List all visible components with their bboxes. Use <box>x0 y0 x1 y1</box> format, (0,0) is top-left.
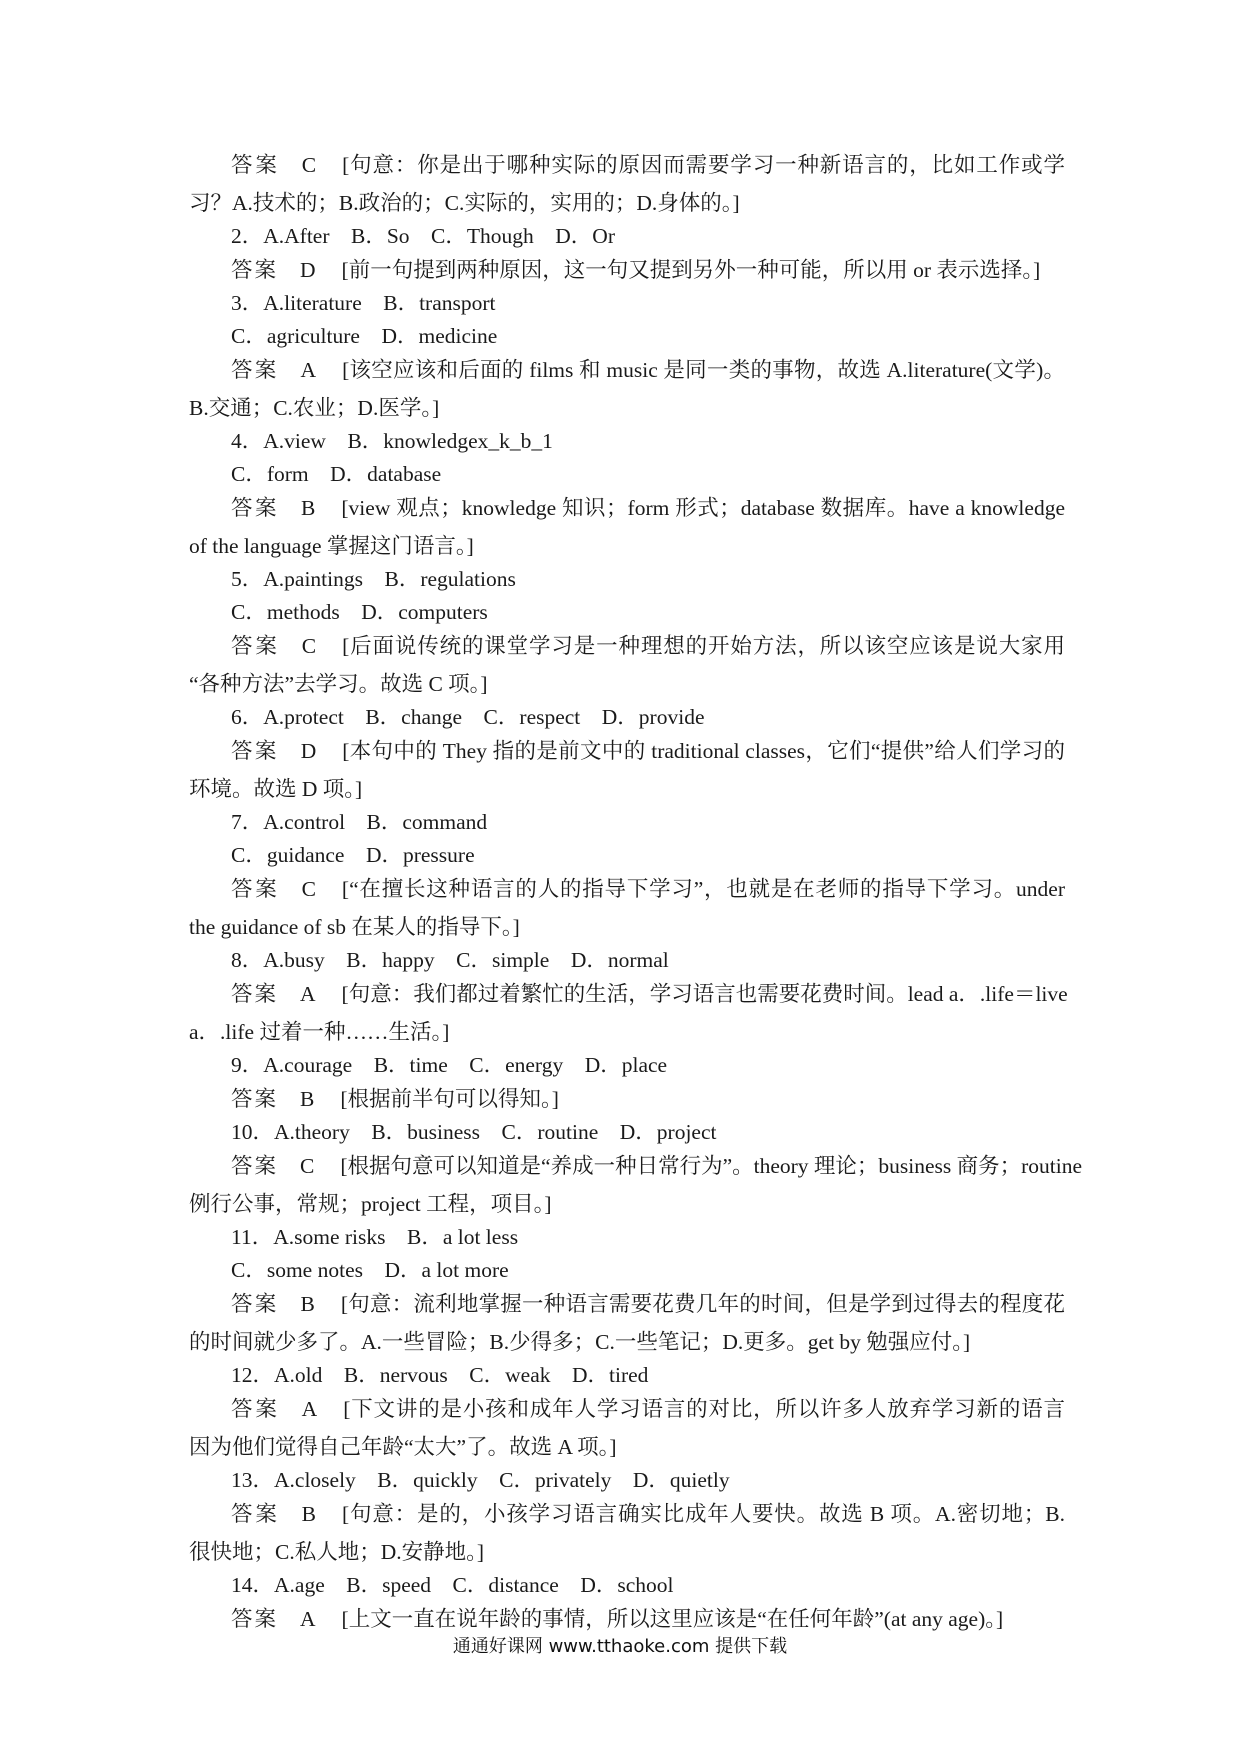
footer-watermark: 通通好课网 www.tthaoke.com 提供下载 <box>452 1636 788 1657</box>
question-item <box>189 1362 1065 1461</box>
answer-letter: A <box>301 1397 318 1421</box>
answer-line <box>189 1396 1065 1423</box>
answer-line <box>189 152 1065 179</box>
question-item <box>189 947 1068 1046</box>
explanation-text: [根据前半句可以得知。] <box>340 1087 559 1111</box>
answer-letter: A <box>300 1607 316 1631</box>
explanation-continuation: a．.life 过着一种……生活。] <box>189 1020 450 1044</box>
answer-letter: C <box>301 153 317 177</box>
answer-label: 答案 <box>231 358 279 382</box>
answer-line <box>189 876 1065 903</box>
explanation-continuation: 环境。故选 D 项。] <box>189 777 363 801</box>
question-list <box>189 223 1083 1633</box>
question-item <box>189 290 1065 422</box>
answer-letter: A <box>300 982 316 1006</box>
answer-label: 答案 <box>231 1607 279 1631</box>
question-item <box>189 1119 1083 1218</box>
answer-line <box>189 738 1065 765</box>
answer-letter: D <box>300 258 316 282</box>
answer-letter: B <box>301 496 316 520</box>
answer-line <box>189 981 1068 1008</box>
answer-label: 答案 <box>231 258 279 282</box>
explanation-text: [根据句意可以知道是“养成一种日常行为”。theory 理论；business 商务；routine <box>340 1154 1083 1178</box>
explanation-text: [句意：你是出于哪种实际的原因而需要学习一种新语言的，比如工作或学 <box>342 153 1065 177</box>
option-line: 8．A.busy B．happy C．simple D．normal <box>231 948 669 972</box>
answer-label: 答案 <box>231 1087 279 1111</box>
answer-label: 答案 <box>231 877 280 901</box>
explanation-text: [后面说传统的课堂学习是一种理想的开始方法，所以该空应该是说大家用 <box>342 634 1065 658</box>
answer-line <box>189 357 1065 384</box>
explanation-continuation: B.交通；C.农业；D.医学。] <box>189 396 440 420</box>
answer-letter: D <box>300 739 317 763</box>
explanation-continuation: “各种方法”去学习。故选 C 项。] <box>189 672 488 696</box>
explanation-text: [句意：我们都过着繁忙的生活，学习语言也需要花费时间。lead a．.life＝live <box>341 982 1068 1006</box>
explanation-text: [前一句提到两种原因，这一句又提到另外一种可能，所以用 or 表示选择。] <box>341 258 1041 282</box>
answer-line <box>189 1291 1065 1318</box>
answer-line <box>189 1606 1065 1633</box>
option-line: 7．A.control B．command <box>231 810 488 834</box>
option-line: 14．A.age B．speed C．distance D．school <box>231 1573 674 1597</box>
answer-label: 答案 <box>231 982 279 1006</box>
answer-label: 答案 <box>231 496 280 520</box>
answer-line <box>189 495 1065 522</box>
question-item <box>189 809 1065 941</box>
explanation-continuation: of the language 掌握这门语言。] <box>189 534 474 558</box>
answer-letter: C <box>301 634 317 658</box>
question-item <box>189 1572 1065 1633</box>
option-line: 9．A.courage B．time C．energy D．place <box>231 1053 668 1077</box>
option-line: C．guidance D．pressure <box>231 843 475 867</box>
answer-line <box>189 257 1065 284</box>
question-item <box>189 566 1065 698</box>
question-item <box>189 1467 1065 1566</box>
explanation-continuation: 例行公事，常规；project 工程，项目。] <box>189 1192 552 1216</box>
explanation-continuation: the guidance of sb 在某人的指导下。] <box>189 915 520 939</box>
option-line: 13．A.closely B．quickly C．privately D．quietly <box>231 1468 730 1492</box>
answer-label: 答案 <box>231 1502 280 1526</box>
option-line: C．some notes D．a lot more <box>231 1258 509 1282</box>
answer-letter: B <box>301 1502 317 1526</box>
question-item <box>189 704 1065 803</box>
option-line: 2．A.After B．So C．Though D．Or <box>231 224 615 248</box>
explanation-text: [句意：流利地掌握一种语言需要花费几年的时间，但是学到过得去的程度花 <box>340 1292 1065 1316</box>
option-line: 4．A.view B．knowledgex_k_b_1 <box>231 429 553 453</box>
explanation-continuation: 的时间就少多了。A.一些冒险；B.少得多；C.一些笔记；D.更多。get by 勉强应付。] <box>189 1330 971 1354</box>
option-line: C．agriculture D．medicine <box>231 324 498 348</box>
answer-letter: B <box>300 1292 315 1316</box>
answer-line <box>189 1501 1065 1528</box>
question-item <box>189 1224 1065 1356</box>
answer-label: 答案 <box>231 634 280 658</box>
explanation-text: [“在擅长这种语言的人的指导下学习”，也就是在老师的指导下学习。under <box>341 877 1065 901</box>
option-line: 3．A.literature B．transport <box>231 291 496 315</box>
answer-line <box>189 1153 1083 1180</box>
option-line: 11．A.some risks B．a lot less <box>231 1225 519 1249</box>
explanation-text: [句意：是的，小孩学习语言确实比成年人要快。故选 B 项。A.密切地；B. <box>342 1502 1065 1526</box>
explanation-text: [本句中的 They 指的是前文中的 traditional classes，它们“提供”给人们学习的 <box>342 739 1065 763</box>
option-line: 5．A.paintings B．regulations <box>231 567 516 591</box>
option-line: C．form D．database <box>231 462 442 486</box>
answer-line <box>189 1086 1065 1113</box>
answer-letter: C <box>300 1154 315 1178</box>
option-line: 6．A.protect B．change C．respect D．provide <box>231 705 705 729</box>
explanation-text: [该空应该和后面的 films 和 music 是同一类的事物，故选 A.literature(文学)。 <box>342 358 1065 382</box>
option-line: 12．A.old B．nervous C．weak D．tired <box>231 1363 649 1387</box>
explanation-text: [下文讲的是小孩和成年人学习语言的对比，所以许多人放弃学习新的语言 <box>343 1397 1065 1421</box>
document-body <box>189 152 1083 1633</box>
answer-label: 答案 <box>231 1154 279 1178</box>
option-line: 10．A.theory B．business C．routine D．project <box>231 1120 717 1144</box>
answer-label: 答案 <box>231 739 279 763</box>
option-line: C．methods D．computers <box>231 600 488 624</box>
answer-label: 答案 <box>231 153 280 177</box>
explanation-continuation: 习？A.技术的；B.政治的；C.实际的，实用的；D.身体的。] <box>189 191 740 215</box>
answer-line <box>189 633 1065 660</box>
answer-letter: A <box>300 358 317 382</box>
question-item <box>189 428 1065 560</box>
explanation-continuation: 因为他们觉得自己年龄“太大”了。故选 A 项。] <box>189 1435 617 1459</box>
answer-label: 答案 <box>231 1397 280 1421</box>
question-item <box>189 1052 1065 1113</box>
explanation-text: [view 观点；knowledge 知识；form 形式；database 数据库。have a knowledge <box>341 496 1065 520</box>
question-item <box>189 223 1065 284</box>
explanation-text: [上文一直在说年龄的事情，所以这里应该是“在任何年龄”(at any age)。] <box>341 1607 1004 1631</box>
answer-letter: C <box>301 877 316 901</box>
answer-letter: B <box>300 1087 315 1111</box>
explanation-continuation: 很快地；C.私人地；D.安静地。] <box>189 1540 485 1564</box>
answer-label: 答案 <box>231 1292 279 1316</box>
